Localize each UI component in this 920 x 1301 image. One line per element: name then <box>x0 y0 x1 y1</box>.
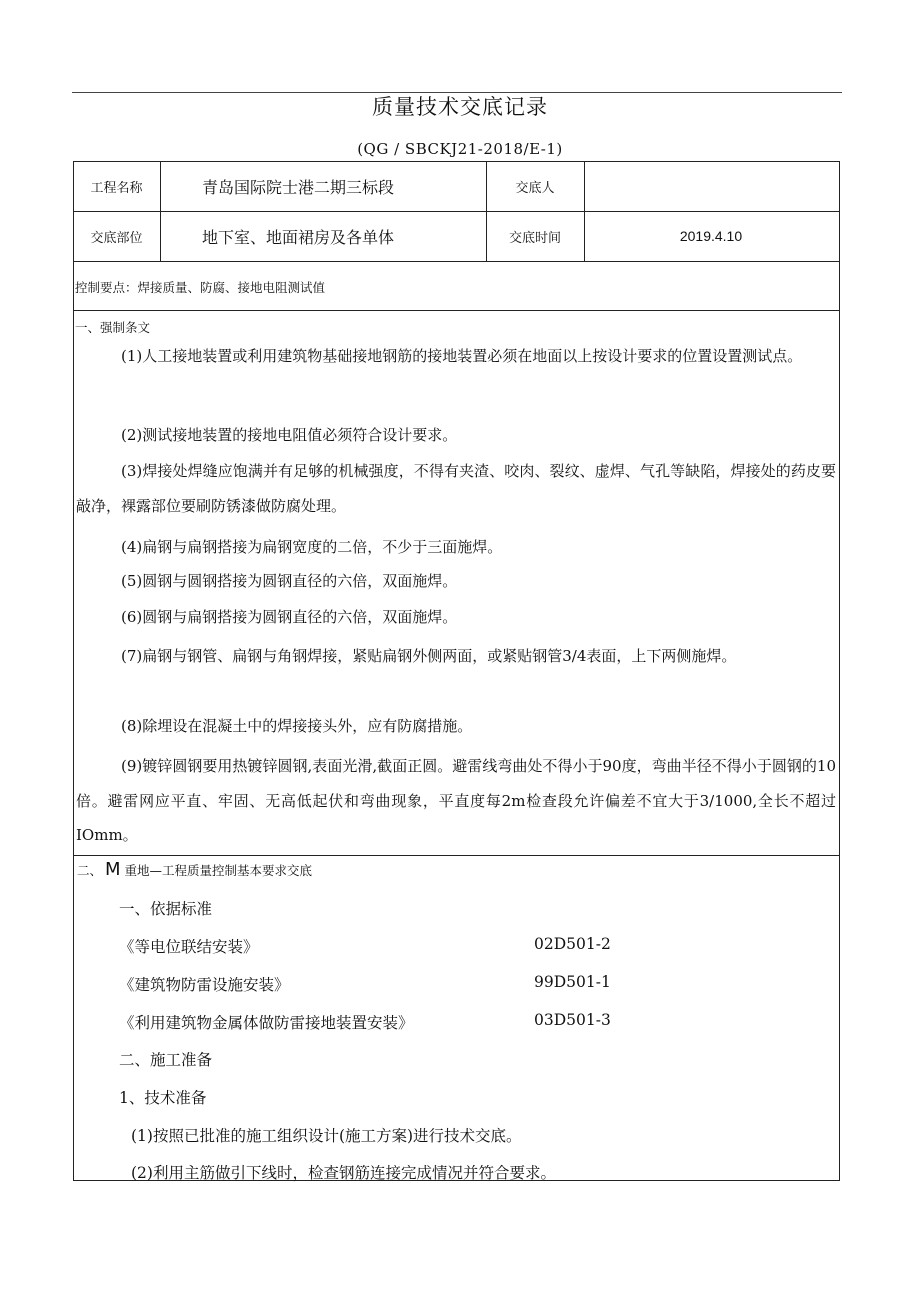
project-name-value: 青岛国际院士港二期三标段 <box>202 177 395 197</box>
clause-item: (9)镀锌圆钢要用热镀锌圆钢,表面光滑,截面正圆。避雷线弯曲处不得小于90度，弯曲半径不得小于圆钢的10倍。避雷网应平直、牢固、无高低起伏和弯曲现象，平直度每2m检查段允许偏差不宜大于3/1000,全长不超过IOmm。 <box>76 757 836 844</box>
clause-item: (6)圆钢与扁钢搭接为圆钢直径的六倍，双面施焊。 <box>121 608 458 626</box>
tech-item: (1)按照已批准的施工组织设计(施工方案)进行技术交底。 <box>131 1127 522 1145</box>
location-value: 地下室、地面裙房及各单体 <box>202 227 395 247</box>
tech-item: (2)利用主筋做引下线时，检查钢筋连接完成情况并符合要求。 <box>131 1164 556 1182</box>
clause-item: (8)除埋设在混凝土中的焊接接头外，应有防腐措施。 <box>121 717 473 735</box>
basis-heading: 一、依据标准 <box>119 900 213 918</box>
time-label: 交底时间 <box>508 230 561 246</box>
standard-code: 99D501-1 <box>534 973 611 991</box>
table-rule <box>73 855 840 856</box>
table-rule <box>73 310 840 311</box>
time-value: 2019.4.10 <box>679 228 743 244</box>
prep-heading: 二、施工准备 <box>119 1051 213 1069</box>
tech-heading: 1、技术准备 <box>119 1089 207 1107</box>
clause-item: (4)扁钢与扁钢搭接为扁钢宽度的二倍，不少于三面施焊。 <box>121 538 503 556</box>
clause-item: (2)测试接地装置的接地电阻值必须符合设计要求。 <box>121 426 458 444</box>
section2-heading: 二、 M 重地—工程质量控制基本要求交底 <box>77 859 313 880</box>
document-title: 质量技术交底记录 <box>372 95 548 119</box>
project-name-label: 工程名称 <box>90 180 143 196</box>
discloser-value <box>584 161 838 211</box>
control-points: 控制要点：焊接质量、防腐、接地电阻测试值 <box>75 280 326 295</box>
section1-heading: 一、强制条文 <box>75 320 151 335</box>
location-label: 交底部位 <box>90 230 143 246</box>
discloser-label: 交底人 <box>515 180 555 196</box>
standard-code: 02D501-2 <box>534 935 611 953</box>
clause-item: (7)扁钢与钢管、扁钢与角钢焊接，紧贴扁钢外侧两面，或紧贴钢管3/4表面，上下两侧施焊。 <box>121 647 737 665</box>
clause-item: (1)人工接地装置或利用建筑物基础接地钢筋的接地装置必须在地面以上按设计要求的位置设置测试点。 <box>121 347 803 365</box>
clause-item: (5)圆钢与圆钢搭接为圆钢直径的六倍，双面施焊。 <box>121 572 458 590</box>
standard-name: 《等电位联结安装》 <box>119 938 259 956</box>
document-code: (QG / SBCKJ21-2018/E-1) <box>357 140 563 158</box>
clause-item: (3)焊接处焊缝应饱满并有足够的机械强度，不得有夹渣、咬肉、裂纹、虚焊、气孔等缺陷，焊接处的药皮要敲净，裸露部位要刷防锈漆做防腐处理。 <box>76 462 836 515</box>
standard-name: 《利用建筑物金属体做防雷接地装置安装》 <box>119 1014 414 1032</box>
standard-code: 03D501-3 <box>534 1011 611 1029</box>
standard-name: 《建筑物防雷设施安装》 <box>119 976 290 994</box>
table-rule <box>73 261 840 262</box>
